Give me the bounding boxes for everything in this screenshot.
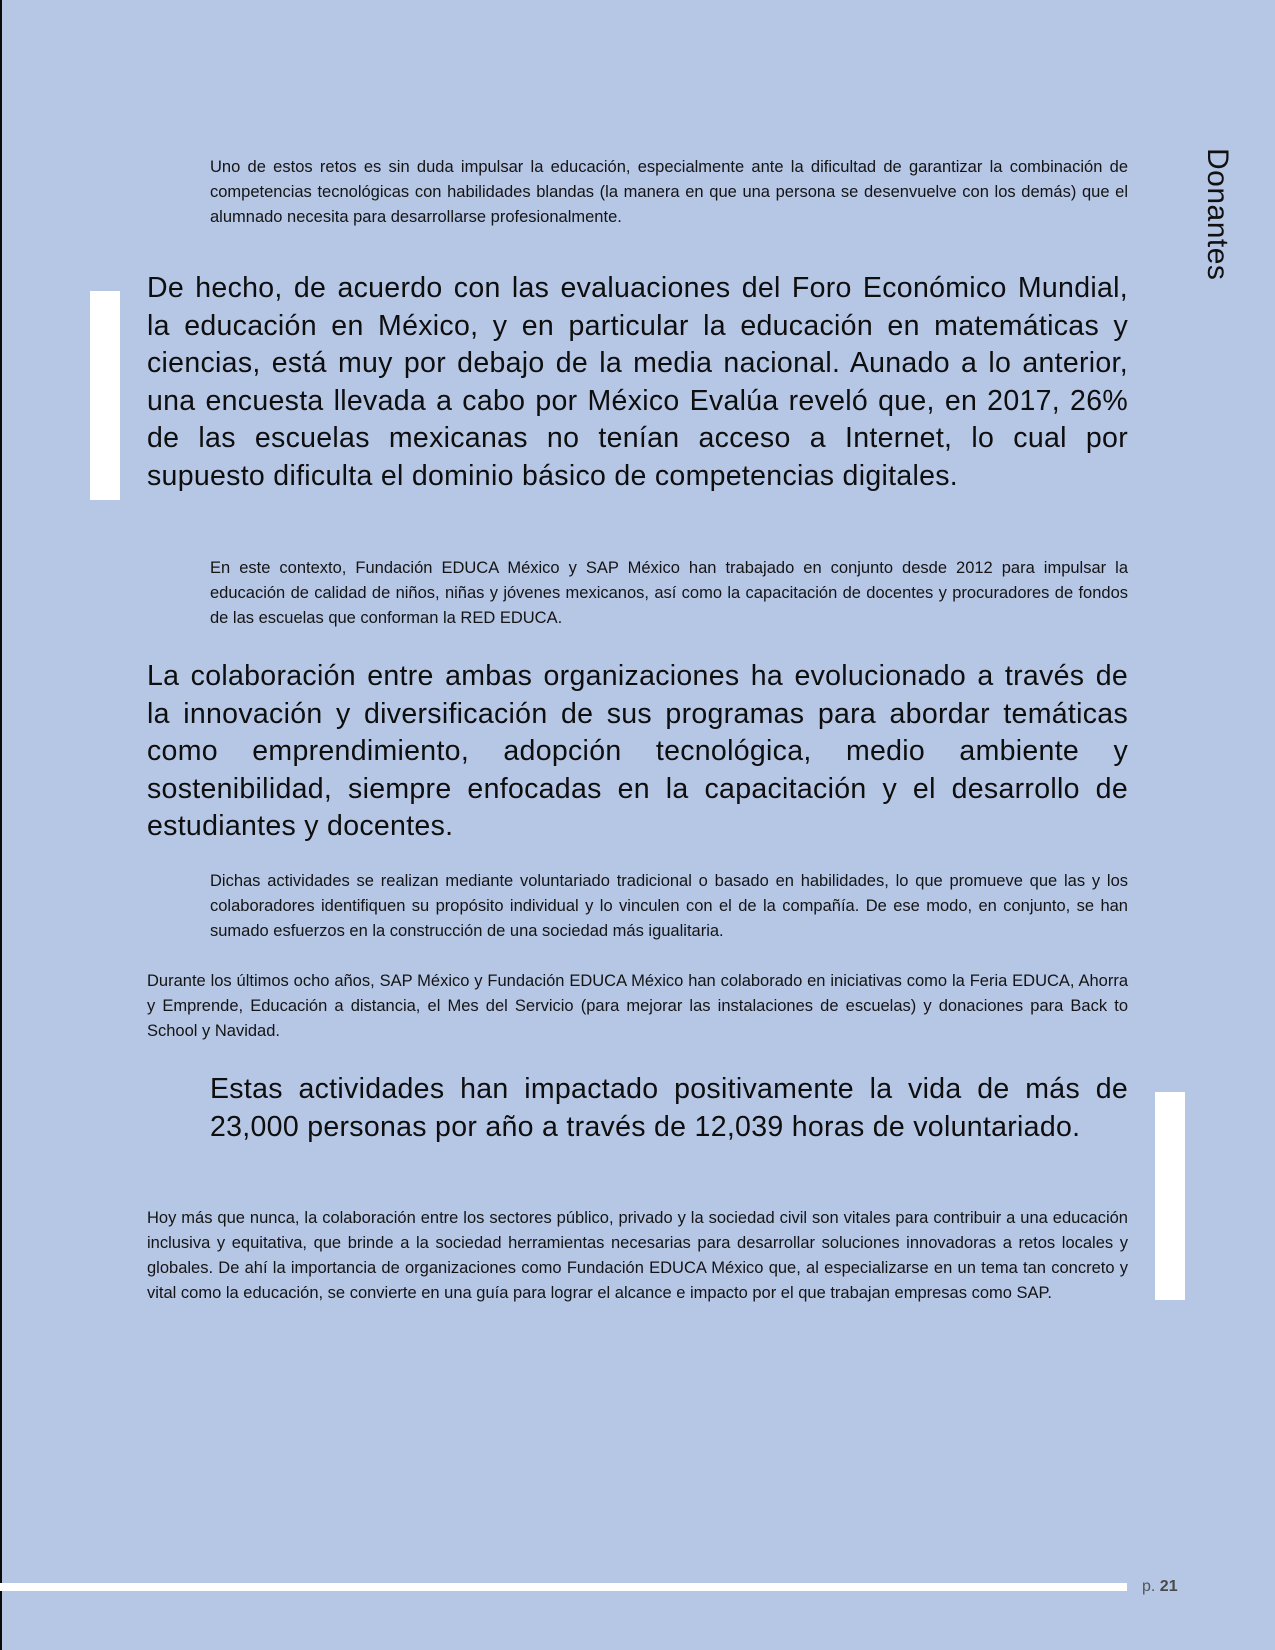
paragraph-context: En este contexto, Fundación EDUCA México y SAP México han trabajado en conjunto desde 2012 para impulsar la educación de calidad de niños, niñas y jóvenes mexicanos, así como la capacitación de docentes y procuradores de fondos de las escuelas que conforman la RED EDUCA. [210,559,1128,627]
footer-rule [0,1583,1127,1591]
pull-quote-education-stats: De hecho, de acuerdo con las evaluaciones del Foro Económico Mundial, la educación en México, y en particular la educación en matemáticas y ciencias, está muy por debajo de la media nacional. Aunado a lo anterior, una encuesta llevada a cabo por México Evalúa reveló que, en 2017, 26% de las escuelas mexicanas no tenían acceso a Internet, lo cual por supuesto dificulta el dominio básico de competencias digitales. [147,272,1128,492]
accent-bar-right [1155,1092,1185,1300]
paragraph-intro: Uno de estos retos es sin duda impulsar la educación, especialmente ante la dificultad de garantizar la combinación de competencias tecnológicas con habilidades blandas (la manera en que una persona se desenvuelve con los demás) que el alumnado necesita para desarrollarse profesionalmente. [210,158,1128,226]
page-number-value: 21 [1159,1578,1178,1595]
pull-quote-impact: Estas actividades han impactado positivamente la vida de más de 23,000 personas por año a través de 12,039 horas de voluntariado. [210,1073,1128,1143]
paragraph-conclusion: Hoy más que nunca, la colaboración entre los sectores público, privado y la sociedad civil son vitales para contribuir a una educación inclusiva y equitativa, que brinde a la sociedad herramientas necesarias para desarrollar soluciones innovadoras a retos locales y globales. De ahí la importancia de organizaciones como Fundación EDUCA México que, al especializarse en un tema tan concreto y vital como la educación, se convierte en una guía para lograr el alcance e impacto por el que trabajan empresas como SAP. [147,1209,1128,1302]
section-tab-label: Donantes [1201,148,1234,281]
page-number [1142,1578,1178,1596]
left-edge-strip [0,0,2,1650]
accent-bar-left [90,291,120,500]
page-prefix: p. [1142,1578,1156,1595]
pull-quote-collaboration: La colaboración entre ambas organizaciones ha evolucionado a través de la innovación y diversificación de sus programas para abordar temáticas como emprendimiento, adopción tecnológica, medio ambiente y sostenibilidad, siempre enfocadas en la capacitación y el desarrollo de estudiantes y docentes. [147,660,1128,843]
paragraph-initiatives: Durante los últimos ocho años, SAP México y Fundación EDUCA México han colaborado en iniciativas como la Feria EDUCA, Ahorra y Emprende, Educación a distancia, el Mes del Servicio (para mejorar las instalaciones de escuelas) y donaciones para Back to School y Navidad. [147,972,1128,1040]
paragraph-activities: Dichas actividades se realizan mediante voluntariado tradicional o basado en habilidades, lo que promueve que las y los colaboradores identifiquen su propósito individual y lo vinculen con el de la compañía. De ese modo, en conjunto, se han sumado esfuerzos en la construcción de una sociedad más igualitaria. [210,872,1128,940]
